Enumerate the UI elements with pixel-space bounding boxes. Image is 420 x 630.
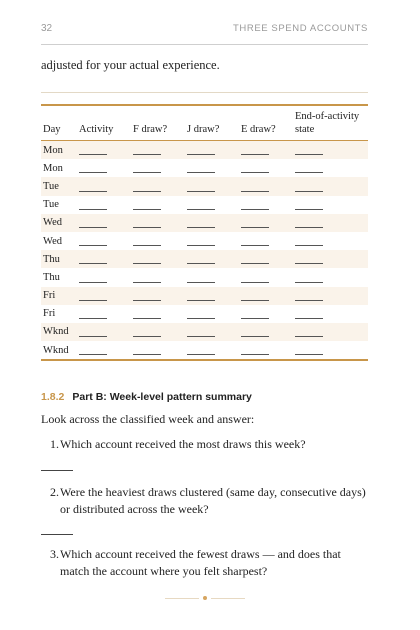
entry-cell bbox=[239, 177, 293, 195]
entry-cell bbox=[77, 250, 131, 268]
fill-in-blank[interactable] bbox=[295, 345, 323, 355]
entry-cell bbox=[293, 250, 368, 268]
entry-cell bbox=[131, 287, 185, 305]
fill-in-blank[interactable] bbox=[187, 254, 215, 264]
entry-cell bbox=[131, 141, 185, 160]
entry-cell bbox=[131, 196, 185, 214]
ornament-dot-icon bbox=[203, 596, 207, 600]
entry-cell bbox=[293, 323, 368, 341]
entry-cell bbox=[293, 159, 368, 177]
entry-cell bbox=[185, 287, 239, 305]
entry-cell bbox=[293, 268, 368, 286]
page-number: 32 bbox=[41, 23, 53, 34]
fill-in-blank[interactable] bbox=[79, 200, 107, 210]
entry-cell bbox=[185, 305, 239, 323]
divider bbox=[41, 92, 368, 93]
fill-in-blank[interactable] bbox=[133, 163, 161, 173]
day-cell: Mon bbox=[41, 141, 77, 160]
column-header-activity: Activity bbox=[77, 105, 131, 141]
fill-in-blank[interactable] bbox=[187, 182, 215, 192]
table-row bbox=[41, 177, 368, 195]
entry-cell bbox=[185, 341, 239, 360]
fill-in-blank[interactable] bbox=[241, 182, 269, 192]
fill-in-blank[interactable] bbox=[241, 309, 269, 319]
table-header-row bbox=[41, 105, 368, 141]
entry-cell bbox=[77, 305, 131, 323]
fill-in-blank[interactable] bbox=[133, 236, 161, 246]
question-number: 2. bbox=[50, 485, 59, 499]
table-row bbox=[41, 250, 368, 268]
fill-in-blank[interactable] bbox=[133, 309, 161, 319]
day-cell: Mon bbox=[43, 162, 63, 174]
fill-in-blank[interactable] bbox=[133, 145, 161, 155]
entry-cell bbox=[77, 141, 131, 160]
fill-in-blank[interactable] bbox=[295, 309, 323, 319]
entry-cell bbox=[131, 341, 185, 360]
entry-cell bbox=[293, 287, 368, 305]
entry-cell bbox=[293, 305, 368, 323]
fill-in-blank[interactable] bbox=[133, 200, 161, 210]
entry-cell bbox=[77, 159, 131, 177]
entry-cell bbox=[131, 268, 185, 286]
entry-cell bbox=[185, 214, 239, 232]
day-cell: Tue bbox=[41, 177, 77, 195]
fill-in-blank[interactable] bbox=[79, 254, 107, 264]
fill-in-blank[interactable] bbox=[241, 145, 269, 155]
section-number: 1.8.2 bbox=[41, 391, 65, 403]
question-item bbox=[41, 546, 371, 579]
question-number: 1. bbox=[50, 437, 59, 451]
question-text: Which account received the fewest draws — and does that match the account where you felt sharpest? bbox=[60, 547, 341, 578]
fill-in-blank[interactable] bbox=[295, 145, 323, 155]
fill-in-blank[interactable] bbox=[79, 218, 107, 228]
entry-cell bbox=[131, 250, 185, 268]
entry-cell bbox=[239, 214, 293, 232]
day-cell: Thu bbox=[43, 271, 60, 283]
entry-cell bbox=[239, 287, 293, 305]
footer-ornament bbox=[165, 597, 245, 601]
fill-in-blank[interactable] bbox=[187, 163, 215, 173]
answer-blank[interactable] bbox=[41, 470, 73, 471]
entry-cell bbox=[239, 196, 293, 214]
day-cell: Wknd bbox=[41, 323, 77, 341]
entry-cell bbox=[293, 196, 368, 214]
column-header-day: Day bbox=[41, 105, 77, 141]
fill-in-blank[interactable] bbox=[241, 163, 269, 173]
table-row bbox=[41, 287, 368, 305]
fill-in-blank[interactable] bbox=[187, 309, 215, 319]
entry-cell bbox=[131, 214, 185, 232]
fill-in-blank[interactable] bbox=[295, 200, 323, 210]
entry-cell bbox=[77, 214, 131, 232]
section-title: Part B: Week-level pattern summary bbox=[72, 391, 252, 403]
fill-in-blank[interactable] bbox=[187, 291, 215, 301]
table-row bbox=[41, 232, 368, 250]
day-cell: Wknd bbox=[43, 344, 69, 356]
table-row bbox=[41, 159, 368, 177]
fill-in-blank[interactable] bbox=[295, 182, 323, 192]
table-row bbox=[41, 214, 368, 232]
fill-in-blank[interactable] bbox=[295, 163, 323, 173]
entry-cell bbox=[239, 141, 293, 160]
entry-cell bbox=[185, 268, 239, 286]
fill-in-blank[interactable] bbox=[133, 182, 161, 192]
table-row bbox=[41, 305, 368, 323]
table-row bbox=[41, 141, 368, 160]
fill-in-blank[interactable] bbox=[295, 291, 323, 301]
fill-in-blank[interactable] bbox=[133, 254, 161, 264]
entry-cell bbox=[185, 159, 239, 177]
fill-in-blank[interactable] bbox=[133, 218, 161, 228]
day-cell: Tue bbox=[43, 199, 59, 211]
entry-cell bbox=[131, 232, 185, 250]
entry-cell bbox=[239, 341, 293, 360]
day-cell: Wed bbox=[43, 235, 62, 247]
fill-in-blank[interactable] bbox=[295, 254, 323, 264]
fill-in-blank[interactable] bbox=[241, 273, 269, 283]
fill-in-blank[interactable] bbox=[79, 273, 107, 283]
table-row bbox=[41, 268, 368, 286]
table-row bbox=[41, 196, 368, 214]
fill-in-blank[interactable] bbox=[241, 327, 269, 337]
fill-in-blank[interactable] bbox=[295, 273, 323, 283]
question-number: 3. bbox=[50, 547, 59, 561]
entry-cell bbox=[293, 177, 368, 195]
entry-cell bbox=[239, 268, 293, 286]
entry-cell bbox=[239, 159, 293, 177]
entry-cell bbox=[77, 268, 131, 286]
entry-cell bbox=[77, 287, 131, 305]
entry-cell bbox=[185, 232, 239, 250]
fill-in-blank[interactable] bbox=[133, 291, 161, 301]
entry-cell bbox=[185, 250, 239, 268]
question-item bbox=[41, 436, 371, 453]
lead-text: Look across the classified week and answer: bbox=[41, 412, 255, 426]
fill-in-blank[interactable] bbox=[187, 218, 215, 228]
fill-in-blank[interactable] bbox=[79, 345, 107, 355]
fill-in-blank[interactable] bbox=[79, 327, 107, 337]
question-item bbox=[41, 484, 371, 517]
entry-cell bbox=[77, 232, 131, 250]
entry-cell bbox=[293, 141, 368, 160]
column-header-e-draw: E draw? bbox=[239, 105, 293, 141]
fill-in-blank[interactable] bbox=[79, 163, 107, 173]
running-title: THREE SPEND ACCOUNTS bbox=[233, 23, 368, 34]
question-text: Were the heaviest draws clustered (same day, consecutive days) or distributed across the week? bbox=[60, 485, 366, 516]
entry-cell bbox=[293, 341, 368, 360]
fill-in-blank[interactable] bbox=[295, 218, 323, 228]
fill-in-blank[interactable] bbox=[187, 200, 215, 210]
entry-cell bbox=[239, 250, 293, 268]
day-cell: Wed bbox=[41, 214, 77, 232]
entry-cell bbox=[239, 323, 293, 341]
entry-cell bbox=[131, 323, 185, 341]
entry-cell bbox=[239, 305, 293, 323]
fill-in-blank[interactable] bbox=[79, 145, 107, 155]
column-header-f-draw: F draw? bbox=[131, 105, 185, 141]
fill-in-blank[interactable] bbox=[241, 291, 269, 301]
entry-cell bbox=[239, 232, 293, 250]
fill-in-blank[interactable] bbox=[79, 309, 107, 319]
weekly-draw-table bbox=[41, 104, 368, 361]
fill-in-blank[interactable] bbox=[79, 291, 107, 301]
fill-in-blank[interactable] bbox=[79, 182, 107, 192]
fill-in-blank[interactable] bbox=[187, 273, 215, 283]
section-heading bbox=[41, 391, 252, 403]
fill-in-blank[interactable] bbox=[133, 327, 161, 337]
fill-in-blank[interactable] bbox=[187, 145, 215, 155]
entry-cell bbox=[185, 141, 239, 160]
column-header-end-state: End-of-activity state bbox=[293, 105, 368, 141]
entry-cell bbox=[77, 196, 131, 214]
fill-in-blank[interactable] bbox=[295, 327, 323, 337]
entry-cell bbox=[293, 214, 368, 232]
fill-in-blank[interactable] bbox=[187, 345, 215, 355]
entry-cell bbox=[131, 177, 185, 195]
column-header-j-draw: J draw? bbox=[185, 105, 239, 141]
fill-in-blank[interactable] bbox=[241, 236, 269, 246]
entry-cell bbox=[131, 159, 185, 177]
fill-in-blank[interactable] bbox=[241, 218, 269, 228]
fill-in-blank[interactable] bbox=[133, 273, 161, 283]
entry-cell bbox=[185, 177, 239, 195]
fill-in-blank[interactable] bbox=[295, 236, 323, 246]
entry-cell bbox=[77, 341, 131, 360]
entry-cell bbox=[77, 177, 131, 195]
answer-blank[interactable] bbox=[41, 534, 73, 535]
entry-cell bbox=[131, 305, 185, 323]
entry-cell bbox=[185, 323, 239, 341]
entry-cell bbox=[77, 323, 131, 341]
fill-in-blank[interactable] bbox=[133, 345, 161, 355]
fill-in-blank[interactable] bbox=[187, 236, 215, 246]
fill-in-blank[interactable] bbox=[187, 327, 215, 337]
day-cell: Fri bbox=[43, 308, 56, 320]
running-header bbox=[41, 20, 368, 45]
table-row bbox=[41, 323, 368, 341]
question-text: Which account received the most draws this week? bbox=[60, 437, 306, 451]
fill-in-blank[interactable] bbox=[241, 254, 269, 264]
table-row bbox=[41, 341, 368, 360]
intro-text: adjusted for your actual experience. bbox=[41, 58, 220, 72]
day-cell: Thu bbox=[41, 250, 77, 268]
entry-cell bbox=[293, 232, 368, 250]
fill-in-blank[interactable] bbox=[241, 345, 269, 355]
fill-in-blank[interactable] bbox=[241, 200, 269, 210]
fill-in-blank[interactable] bbox=[79, 236, 107, 246]
day-cell: Fri bbox=[41, 287, 77, 305]
entry-cell bbox=[185, 196, 239, 214]
